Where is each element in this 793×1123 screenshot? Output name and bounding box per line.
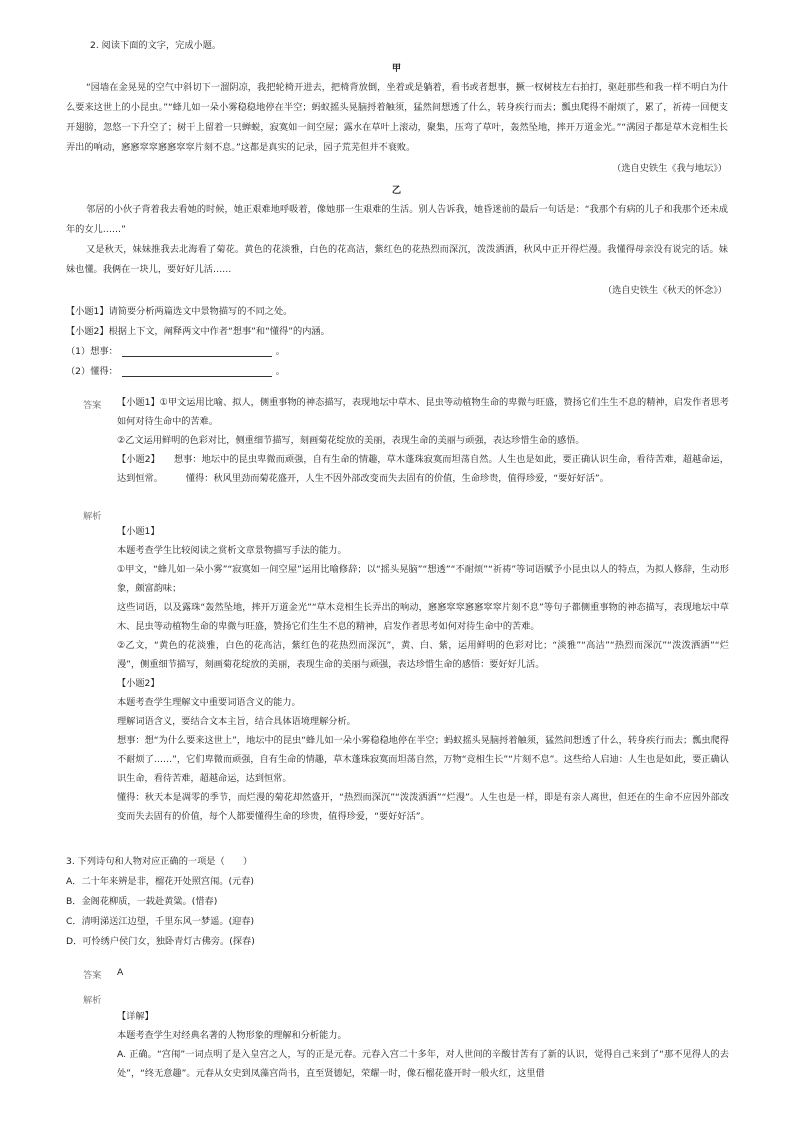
answer-line: ②乙文运用鲜明的色彩对比，侧重细节描写，刻画菊花绽放的美丽，表现生命的美丽与顽强，表达珍惜生命的感悟。 xyxy=(117,435,585,446)
passage-jia-source: （选自史铁生《我与地坛》） xyxy=(612,163,727,174)
q3-analysis-block xyxy=(117,1007,729,1083)
analysis-label: 解析 xyxy=(83,511,102,522)
analysis-line: A. 正确。“宫闱”一词点明了是入皇宫之人，写的正是元春。元春入宫二十多年，对人世间的辛酸甘苦有了新的认识，觉得自己来到了“那不见得人的去处”，“终无意趣”。元春从女史到凤藻宫尚书，直至贤德妃，荣耀一时，像石榴花盛开时一般火红，这里借 xyxy=(117,1049,729,1079)
q3-answer: A xyxy=(117,967,124,978)
passage-yi-paragraph-2: 又是秋天，妹妹推我去北海看了菊花。黄色的花淡雅，白色的花高洁，紫红色的花热烈而深沉，泼泼洒洒，秋风中正开得烂漫。我懂得母亲没有说完的话。妹妹也懂。我俩在一块儿，要好好儿活…… xyxy=(66,244,728,275)
question-3-stem: 3. 下列诗句和人物对应正确的一项是（ ） xyxy=(66,856,253,867)
analysis-line: 想事：想“为什么要来这世上”，地坛中的昆虫“蜂儿如一朵小雾稳稳地停在半空；蚂蚁摇头晃脑捋着触须，猛然间想透了什么，转身疾行而去；瓢虫爬得不耐烦了……”，它们卑微而顽强，自有生命的情趣，草木蓬珠寂寞而坦荡自然，万物“竞相生长”“片刻不息”。这些给人启迪：人生也是如此，要正确认识生命，看待苦难，超越命运，达到恒常。 xyxy=(117,735,729,784)
fill-label-1: （1）想事： xyxy=(66,346,118,357)
q3-answer-label: 答案 xyxy=(83,970,102,981)
analysis-line: ①甲文，“蜂儿如一朵小雾”“寂寞如一间空屋”运用比喻修辞；以“摇头晃脑”“想透”“不耐烦”“祈祷”等词语赋予小昆虫以人的特点，为拟人修辞，生动形象，颇富韵味； xyxy=(117,564,729,594)
fill-line-2 xyxy=(66,362,728,382)
passage-yi-paragraph-1: 邻居的小伙子背着我去看她的时候，她正艰难地呼吸着，像她那一生艰难的生活。别人告诉我，她昏迷前的最后一句话是：“我那个有病的儿子和我那个还未成年的女儿……” xyxy=(66,204,728,235)
passage-yi-title: 乙 xyxy=(391,185,402,196)
analysis-line: 本题考查学生对经典名著的人物形象的理解和分析能力。 xyxy=(117,1030,347,1041)
answer-label: 答案 xyxy=(83,400,102,411)
answer-line: 【小题2】 想事：地坛中的昆虫卑微而顽强，自有生命的情趣，草木蓬珠寂寞而坦荡自然。人生也是如此，要正确认识生命，看待苦难，超越命运，达到恒常。 懂得：秋风里劲而菊花盛开，人生不因外部改变而失去固有的价值，生命珍贵，值得珍爱，“要好好活”。 xyxy=(117,454,729,484)
q3-analysis-label: 解析 xyxy=(83,995,102,1006)
analysis-line: 【详解】 xyxy=(117,1011,154,1022)
analysis-line: 【小题2】 xyxy=(117,678,160,689)
fill-line-1 xyxy=(66,342,728,362)
analysis-line: 【小题1】 xyxy=(117,526,160,537)
analysis-line: 这些词语，以及露珠“轰然坠地，摔开万道金光”“草木竞相生长弄出的响动，窸窸窣窣窸窸窣窣片刻不息”等句子都侧重事物的神态描写，表现地坛中草木、昆虫等动植物生命的卑微与旺盛，赞扬它们生生不息的精神，启发作者思考如何对待生命中的苦难。 xyxy=(117,602,729,632)
question-2-stem: 2. 阅读下面的文字，完成小题。 xyxy=(90,40,222,51)
option-a[interactable]: A．二十年来辨是非，榴花开处照宫闱。(元春) xyxy=(66,876,255,887)
sub-question-2: 【小题2】根据上下文，阐释两文中作者“想事”和“懂得”的内涵。 xyxy=(66,326,330,337)
analysis-line: 本题考查学生理解文中重要词语含义的能力。 xyxy=(117,697,301,708)
analysis-line: 懂得：秋天本是凋零的季节，而烂漫的菊花却然盛开，“热烈而深沉”“泼泼洒洒”“烂漫”。人生也是一样，即是有亲人离世，但还在的生命不应因外部改变而失去固有的价值，每个人都要懂得生命的珍贵，值得珍爱，“要好好活”。 xyxy=(117,792,729,822)
analysis-line: 理解词语含义，要结合文本主旨，结合具体语境理解分析。 xyxy=(117,716,356,727)
passage-jia-text: “园墙在金晃晃的空气中斜切下一溜阴凉，我把轮椅开进去，把椅背放倒，坐着或是躺着，看书或者想事，撅一杈树枝左右拍打，驱赶那些和我一样不明白为什么要来这世上的小昆虫。”“蜂儿如一朵小雾稳稳地停在半空；蚂蚁摇头晃脑捋着触须，猛然间想透了什么，转身疾行而去；瓢虫爬得不耐烦了，累了，祈祷一回便支开翅膀，忽悠一下升空了；树干上留着一只蝉蜕，寂寞如一间空屋；露水在草叶上滚动，聚集，压弯了草叶，轰然坠地，摔开万道金光。”“满园子都是草木竞相生长弄出的响动，窸窸窣窣窸窸窣窣片刻不息。”这都是真实的记录，园子荒芜但并不衰败。 xyxy=(66,82,728,153)
option-b[interactable]: B．金阁花柳质，一载赴黄粱。(惜春) xyxy=(66,896,218,907)
analysis-block xyxy=(117,522,729,826)
fill-end-2: 。 xyxy=(275,366,285,377)
answer-blank-2[interactable] xyxy=(122,366,272,377)
answer-blank-1[interactable] xyxy=(122,346,272,357)
analysis-line: ②乙文，“黄色的花淡雅，白色的花高洁，紫红色的花热烈而深沉”，黄、白、紫，运用鲜明的色彩对比；“淡雅”“高洁”“热烈而深沉”“泼泼洒洒”“烂漫”，侧重细节描写，刻画菊花绽放的美丽，表现生命的美丽与顽强，表达珍惜生命的感悟：要好好儿活。 xyxy=(117,640,729,670)
answer-block xyxy=(117,393,729,488)
sub-question-1: 【小题1】请简要分析两篇选文中景物描写的不同之处。 xyxy=(66,306,293,317)
passage-yi-source: （选自史铁生《秋天的怀念》） xyxy=(602,285,727,296)
fill-label-2: （2）懂得： xyxy=(66,366,118,377)
fill-end-1: 。 xyxy=(275,346,285,357)
option-c[interactable]: C．清明涕送江边望，千里东风一梦遥。(迎春) xyxy=(66,916,255,927)
answer-line: 【小题1】①甲文运用比喻、拟人，侧重事物的神态描写，表现地坛中草木、昆虫等动植物生命的卑微与旺盛，赞扬它们生生不息的精神，启发作者思考如何对待生命中的苦难。 xyxy=(117,397,729,427)
analysis-line: 本题考查学生比较阅读之赏析文章景物描写手法的能力。 xyxy=(117,545,347,556)
option-d[interactable]: D．可怜绣户侯门女，独卧青灯古佛旁。(探春) xyxy=(66,936,255,947)
passage-jia-title: 甲 xyxy=(391,63,402,74)
